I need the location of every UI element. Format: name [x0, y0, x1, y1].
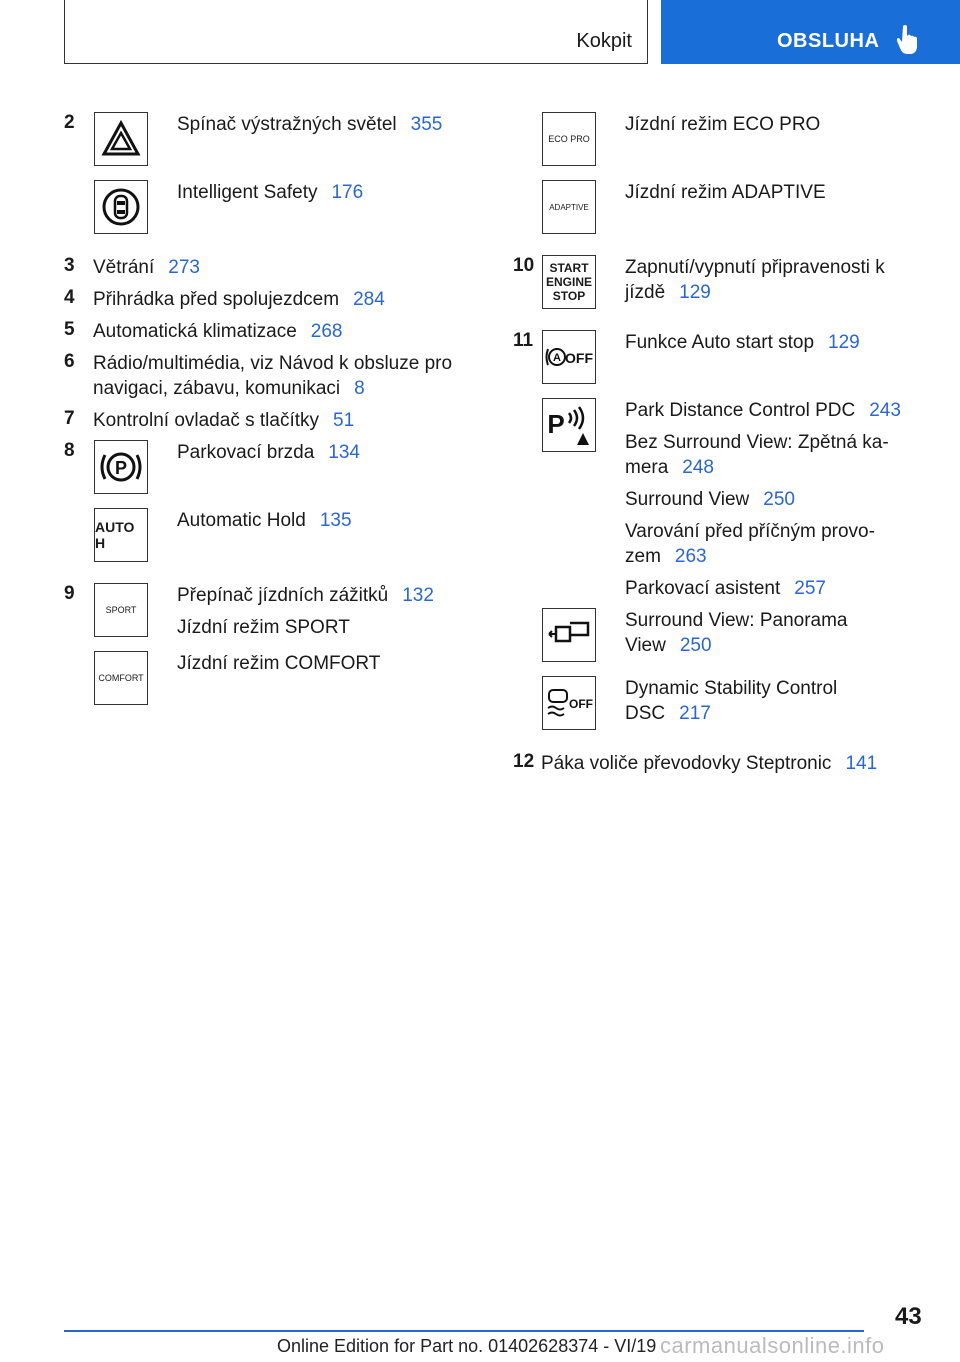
autostart-text: Funkce Auto start stop 129	[625, 332, 860, 353]
svg-text:OFF: OFF	[565, 350, 593, 366]
header-frame	[64, 0, 648, 64]
dsc-off-icon	[542, 676, 596, 730]
page-link[interactable]: 257	[794, 578, 826, 599]
item-number-11: 11	[513, 330, 534, 351]
item-3-text: Větrání 273	[93, 257, 200, 278]
item-number-2: 2	[64, 112, 75, 133]
page-link[interactable]: 250	[763, 489, 795, 510]
page-link[interactable]: 51	[333, 410, 355, 431]
svg-text:OFF: OFF	[569, 697, 593, 711]
rear-camera-text: Bez Surround View: Zpětná ka- mera 248	[625, 432, 889, 478]
section-title: Kokpit	[576, 30, 632, 52]
auto-hold-icon: AUTO H	[94, 508, 148, 562]
eco-text: Jízdní režim ECO PRO	[625, 114, 821, 135]
item-12-text: Páka voliče převodovky Steptronic 141	[541, 753, 878, 774]
parking-assistant-text: Parkovací asistent 257	[625, 578, 826, 599]
safety-text: Intelligent Safety 176	[177, 182, 364, 203]
cross-traffic-text: Varování před příčným provo- zem 263	[625, 521, 875, 567]
edition-info: Online Edition for Part no. 01402628374 - VI/19	[277, 1336, 657, 1356]
panorama-view-icon	[542, 608, 596, 662]
chapter-tab[interactable]	[661, 0, 960, 64]
intelligent-safety-icon	[94, 180, 148, 234]
item-number-7: 7	[64, 408, 75, 429]
hazard-text: Spínač výstražných světel 355	[177, 114, 443, 135]
page-link[interactable]: 284	[353, 289, 385, 310]
item-7-text: Kontrolní ovladač s tlačítky 51	[93, 410, 355, 431]
comfort-icon: COMFORT	[94, 651, 148, 705]
item-number-12: 12	[513, 751, 535, 772]
eco-pro-icon: ECO PRO	[542, 112, 596, 166]
item-number-3: 3	[64, 255, 75, 276]
page-link[interactable]: 132	[402, 585, 434, 606]
page-link[interactable]: 263	[674, 546, 707, 567]
item-5-text: Automatická klimatizace 268	[93, 321, 343, 342]
page-number: 43	[895, 1303, 922, 1330]
page-link[interactable]: 141	[845, 753, 878, 774]
svg-text:P: P	[547, 409, 565, 439]
item-number-4: 4	[64, 287, 75, 308]
page-link[interactable]: 273	[168, 257, 200, 278]
page-link[interactable]: 129	[679, 282, 711, 303]
item-number-9: 9	[64, 583, 75, 604]
chapter-tab-label: OBSLUHA	[777, 30, 880, 52]
page-link[interactable]: 250	[679, 635, 712, 656]
item-number-5: 5	[64, 319, 75, 340]
svg-text:P: P	[114, 458, 128, 478]
page-link[interactable]: 135	[319, 510, 352, 531]
sport-icon: SPORT	[94, 583, 148, 637]
page-link[interactable]: 134	[328, 442, 360, 463]
auto-start-stop-off-icon	[542, 330, 596, 384]
svg-text:A: A	[553, 352, 561, 364]
watermark: carmanualsonline.info	[660, 1333, 885, 1358]
page-link[interactable]: 129	[828, 332, 860, 353]
page-link[interactable]: 176	[331, 182, 364, 203]
panorama-text: Surround View: Panorama View 250	[625, 610, 848, 656]
page-link[interactable]: 243	[869, 400, 901, 421]
parking-brake-icon	[94, 440, 148, 494]
start-text: Zapnutí/vypnutí připravenosti k jízdě 129	[625, 257, 885, 303]
item-4-text: Přihrádka před spolujezdcem 284	[93, 289, 385, 310]
pdc-text: Park Distance Control PDC 243	[625, 400, 901, 421]
adaptive-icon: ADAPTIVE	[542, 180, 596, 234]
page-link[interactable]: 268	[310, 321, 343, 342]
comfort-text: Jízdní režim COMFORT	[177, 653, 381, 674]
dsc-text: Dynamic Stability Control DSC 217	[625, 678, 838, 724]
item-6-text: Rádio/multimédia, viz Návod k obsluze pro navigaci, zábavu, komunikaci 8	[93, 353, 453, 399]
switch-text: Přepínač jízdních zážitků 132	[177, 585, 434, 606]
page-link[interactable]: 248	[682, 457, 714, 478]
item-number-10: 10	[513, 255, 535, 276]
page-link[interactable]: 217	[679, 703, 711, 724]
park-distance-control-icon	[542, 398, 596, 452]
item-number-6: 6	[64, 351, 75, 372]
sport-text: Jízdní režim SPORT	[177, 617, 350, 638]
item-number-8: 8	[64, 440, 75, 461]
surround-view-text: Surround View 250	[625, 489, 795, 510]
pointing-hand-icon	[897, 24, 919, 54]
footer-rule	[64, 1330, 864, 1332]
parking-brake-text: Parkovací brzda 134	[177, 442, 360, 463]
page-link[interactable]: 355	[410, 114, 443, 135]
start-stop-engine-icon: START ENGINE STOP	[542, 255, 596, 309]
page-link[interactable]: 8	[354, 378, 365, 399]
adaptive-text: Jízdní režim ADAPTIVE	[625, 182, 826, 203]
auto-hold-text: Automatic Hold 135	[177, 510, 352, 531]
hazard-warning-icon	[94, 112, 148, 166]
